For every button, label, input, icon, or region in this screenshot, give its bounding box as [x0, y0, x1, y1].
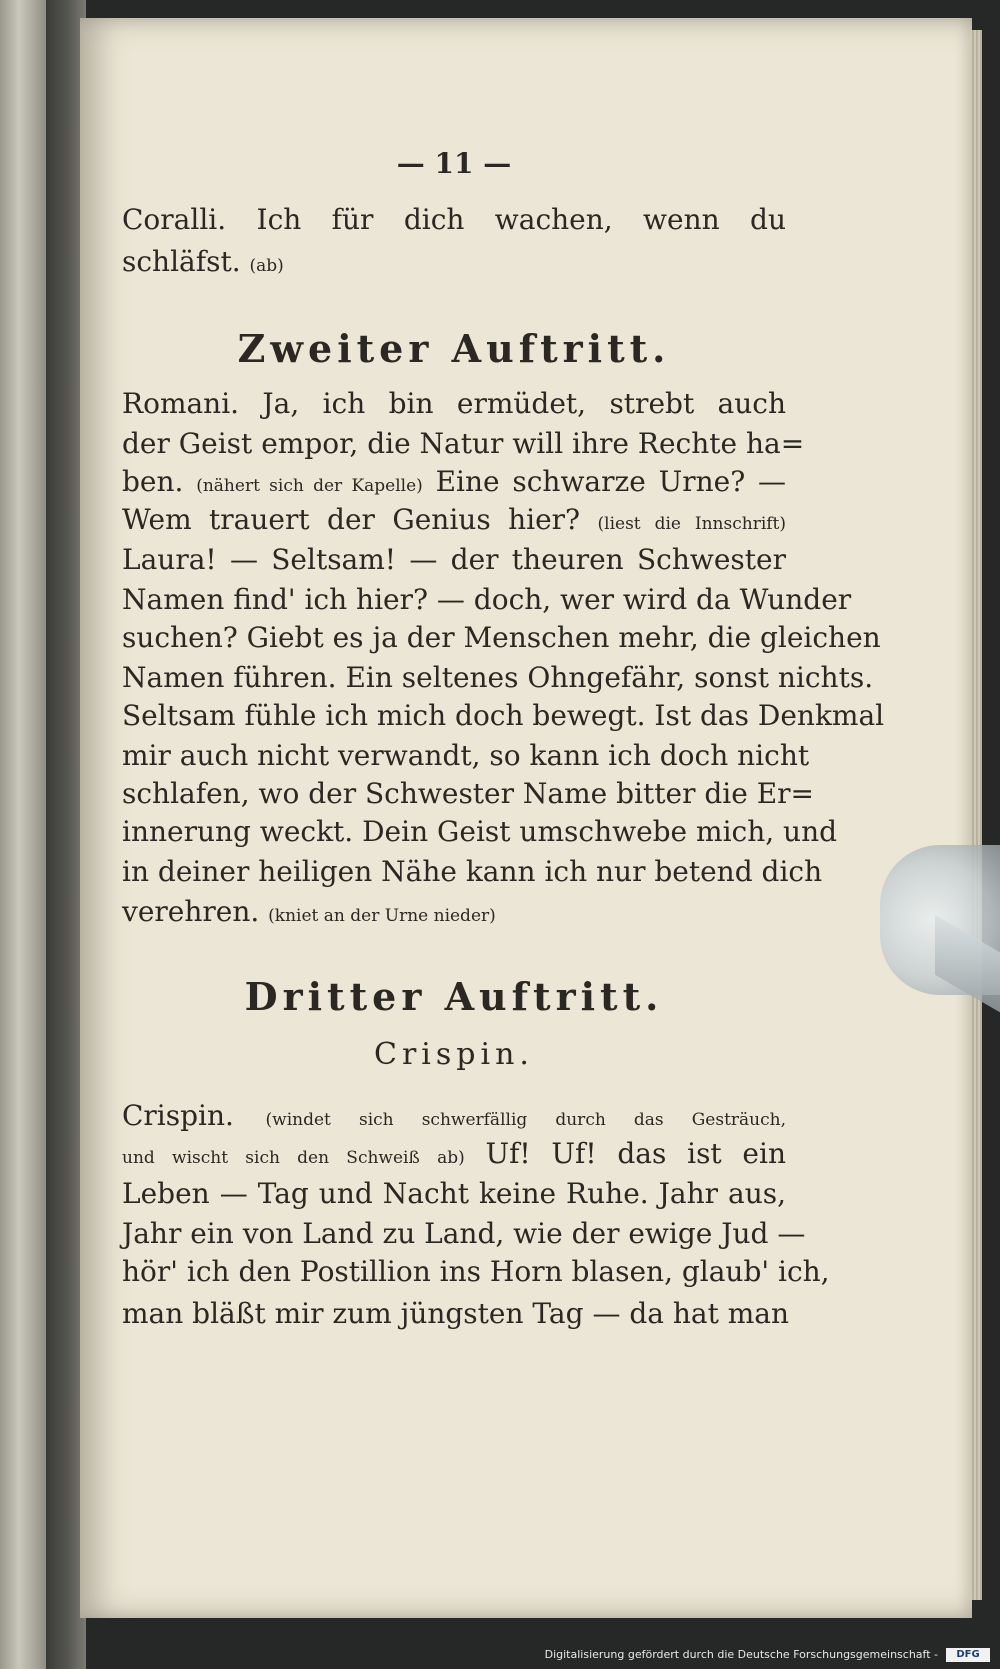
line-text: Laura! — Seltsam! — der theuren Schwester — [122, 543, 786, 576]
text-line — [122, 661, 874, 694]
stage-direction: (nähert sich der Kapelle) — [196, 476, 423, 496]
line-text: hör' ich den Postillion ins Horn blasen, glaub' ich, — [122, 1255, 830, 1288]
text-line — [122, 503, 787, 536]
digitization-credit: Digitalisierung gefördert durch die Deutsche Forschungsgemeinschaft - — [544, 1648, 938, 1661]
line-text: mir auch nicht verwandt, so kann ich doch nicht — [122, 739, 810, 772]
line-text: Namen find' ich hier? — doch, wer wird da Wunder — [122, 583, 852, 616]
line-text: verehren. — [122, 895, 260, 928]
text-line — [122, 1217, 806, 1250]
line-text: der Geist empor, die Natur will ihre Rechte ha= — [122, 427, 805, 460]
stage-direction: (liest die Innschrift) — [597, 514, 787, 534]
text-line — [122, 543, 786, 576]
text-line — [122, 621, 881, 654]
text-line — [122, 465, 786, 498]
line-text: Uf! Uf! das ist ein — [485, 1137, 786, 1170]
text-line — [122, 699, 885, 732]
stage-direction: (kniet an der Urne nieder) — [268, 906, 496, 926]
line-text: Jahr ein von Land zu Land, wie der ewige Jud — — [122, 1217, 806, 1250]
line-text: man bläßt mir zum jüngsten Tag — da hat man — [122, 1297, 790, 1330]
line-text: innerung weckt. Dein Geist umschwebe mich, und — [122, 815, 838, 848]
text-line — [122, 245, 284, 278]
line-text: schläfst. — [122, 245, 241, 278]
text-line — [122, 815, 838, 848]
facing-page-edge — [0, 0, 48, 1669]
text-line — [122, 1177, 786, 1210]
text-line — [122, 203, 786, 236]
line-text: Namen führen. Ein seltenes Ohngefähr, sonst nichts. — [122, 661, 874, 694]
text-line — [122, 1255, 830, 1288]
stage-direction: (ab) — [249, 256, 284, 276]
text-line — [122, 895, 496, 928]
page-stack-edges — [970, 30, 982, 1600]
stage-direction: (windet sich schwerfällig durch das Gesträuch, — [265, 1110, 786, 1130]
text-line — [122, 387, 786, 420]
scene-heading: Dritter Auftritt. — [244, 974, 664, 1019]
text-line — [122, 1297, 790, 1330]
line-text: Leben — Tag und Nacht keine Ruhe. Jahr aus, — [122, 1177, 786, 1210]
text-line — [122, 777, 815, 810]
character-list: Crispin. — [374, 1037, 534, 1072]
line-text: Seltsam fühle ich mich doch bewegt. Ist das Denkmal — [122, 699, 885, 732]
line-text: in deiner heiligen Nähe kann ich nur betend dich — [122, 855, 823, 888]
stage-direction: und wischt sich den Schweiß ab) — [122, 1148, 465, 1168]
page-number: — 11 — — [396, 147, 512, 180]
line-text: Crispin. — [122, 1099, 234, 1132]
line-text: ben. — [122, 465, 184, 498]
scene-heading: Zweiter Auftritt. — [237, 326, 671, 371]
text-line — [122, 1137, 786, 1170]
text-line — [122, 427, 805, 460]
line-text: schlafen, wo der Schwester Name bitter die Er= — [122, 777, 815, 810]
text-line — [122, 583, 852, 616]
line-text: Wem trauert der Genius hier? — [122, 503, 581, 536]
line-text: suchen? Giebt es ja der Menschen mehr, die gleichen — [122, 621, 881, 654]
text-line — [122, 739, 810, 772]
dfg-logo: DFG — [946, 1648, 990, 1662]
line-text: Eine schwarze Urne? — — [435, 465, 786, 498]
text-line — [122, 1099, 786, 1132]
line-text: Coralli. Ich für dich wachen, wenn du — [122, 203, 786, 236]
text-line — [122, 855, 823, 888]
line-text: Romani. Ja, ich bin ermüdet, strebt auch — [122, 387, 786, 420]
